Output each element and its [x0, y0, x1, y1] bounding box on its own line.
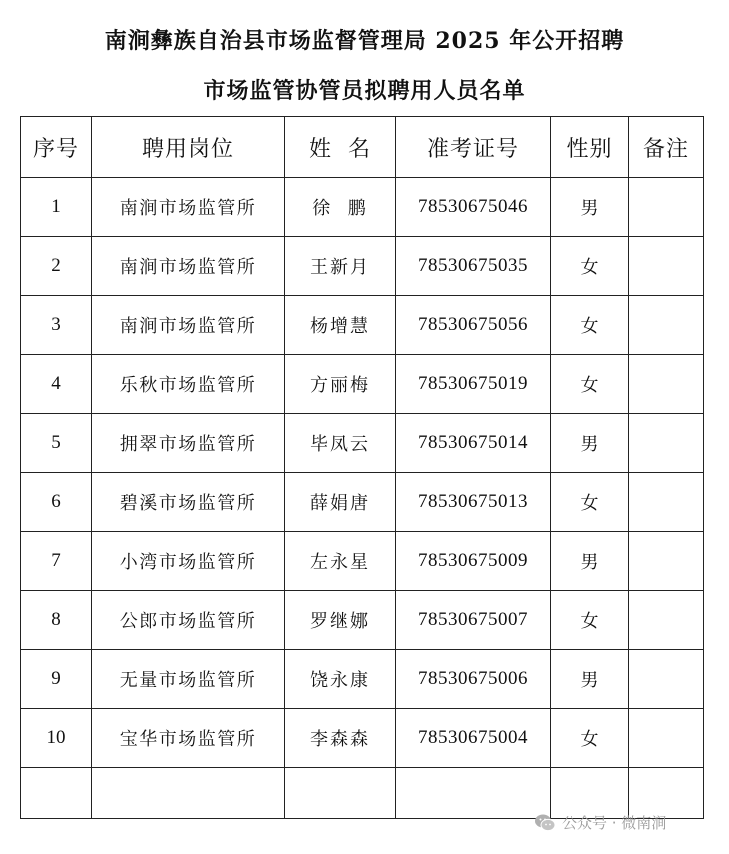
cell-gender: 女: [551, 709, 629, 768]
header-post: 聘用岗位: [92, 117, 285, 178]
cell-post: 南涧市场监管所: [92, 178, 285, 237]
cell-name: 罗继娜: [285, 591, 396, 650]
cell-post: 宝华市场监管所: [92, 709, 285, 768]
table-row: [21, 296, 704, 355]
cell-empty: [21, 768, 92, 819]
cell-seq: 2: [21, 237, 92, 296]
table-row: [21, 355, 704, 414]
cell-gender: 男: [551, 650, 629, 709]
cell-post: 南涧市场监管所: [92, 296, 285, 355]
cell-gender: 女: [551, 473, 629, 532]
table-row: [21, 591, 704, 650]
cell-name: 徐 鹏: [285, 178, 396, 237]
cell-remark: [629, 591, 704, 650]
cell-name: 李森森: [285, 709, 396, 768]
cell-post: 乐秋市场监管所: [92, 355, 285, 414]
cell-gender: 女: [551, 237, 629, 296]
cell-empty: [285, 768, 396, 819]
cell-remark: [629, 650, 704, 709]
cell-name: 左永星: [285, 532, 396, 591]
cell-exam-no: 78530675007: [396, 591, 551, 650]
cell-post: 南涧市场监管所: [92, 237, 285, 296]
cell-post: 小湾市场监管所: [92, 532, 285, 591]
cell-gender: 男: [551, 532, 629, 591]
cell-name: 毕凤云: [285, 414, 396, 473]
cell-name: 薛娟唐: [285, 473, 396, 532]
cell-exam-no: 78530675056: [396, 296, 551, 355]
cell-empty: [92, 768, 285, 819]
cell-post: 碧溪市场监管所: [92, 473, 285, 532]
cell-exam-no: 78530675035: [396, 237, 551, 296]
cell-gender: 男: [551, 178, 629, 237]
cell-name: 杨增慧: [285, 296, 396, 355]
cell-post: 无量市场监管所: [92, 650, 285, 709]
cell-exam-no: 78530675009: [396, 532, 551, 591]
cell-exam-no: 78530675006: [396, 650, 551, 709]
cell-empty: [629, 768, 704, 819]
cell-seq: 9: [21, 650, 92, 709]
cell-exam-no: 78530675019: [396, 355, 551, 414]
cell-empty: [396, 768, 551, 819]
cell-remark: [629, 414, 704, 473]
document-title-line2: 市场监管协管员拟聘用人员名单: [203, 78, 526, 104]
table-row: [21, 532, 704, 591]
table-row: [21, 473, 704, 532]
cell-exam-no: 78530675004: [396, 709, 551, 768]
header-seq: 序号: [21, 117, 92, 178]
cell-seq: 5: [21, 414, 92, 473]
cell-exam-no: 78530675014: [396, 414, 551, 473]
cell-remark: [629, 473, 704, 532]
cell-seq: 8: [21, 591, 92, 650]
cell-remark: [629, 178, 704, 237]
cell-remark: [629, 237, 704, 296]
cell-gender: 男: [551, 414, 629, 473]
cell-seq: 4: [21, 355, 92, 414]
table-row: [21, 237, 704, 296]
cell-name: 饶永康: [285, 650, 396, 709]
document-title-line1: 南涧彝族自治县市场监督管理局 2025 年公开招聘: [104, 28, 625, 54]
table-row-empty: [21, 768, 704, 819]
cell-seq: 7: [21, 532, 92, 591]
cell-name: 王新月: [285, 237, 396, 296]
watermark-text: 公众号 · 微南涧: [562, 814, 667, 832]
table-row: [21, 178, 704, 237]
cell-post: 公郎市场监管所: [92, 591, 285, 650]
table-row: [21, 650, 704, 709]
cell-seq: 3: [21, 296, 92, 355]
header-exam-no: 准考证号: [396, 117, 551, 178]
table-row: [21, 709, 704, 768]
cell-seq: 1: [21, 178, 92, 237]
cell-exam-no: 78530675013: [396, 473, 551, 532]
cell-gender: 女: [551, 591, 629, 650]
cell-remark: [629, 709, 704, 768]
header-remark: 备注: [629, 117, 704, 178]
wechat-icon: [534, 813, 556, 833]
cell-seq: 10: [21, 709, 92, 768]
hiring-roster-table: [20, 116, 704, 819]
cell-name: 方丽梅: [285, 355, 396, 414]
cell-exam-no: 78530675046: [396, 178, 551, 237]
cell-gender: 女: [551, 296, 629, 355]
header-name: 姓 名: [285, 117, 396, 178]
table-row: [21, 414, 704, 473]
cell-empty: [551, 768, 629, 819]
header-gender: 性别: [551, 117, 629, 178]
cell-remark: [629, 532, 704, 591]
cell-gender: 女: [551, 355, 629, 414]
watermark: [534, 812, 666, 833]
cell-remark: [629, 355, 704, 414]
cell-remark: [629, 296, 704, 355]
cell-post: 拥翠市场监管所: [92, 414, 285, 473]
cell-seq: 6: [21, 473, 92, 532]
table-header-row: [21, 117, 704, 178]
